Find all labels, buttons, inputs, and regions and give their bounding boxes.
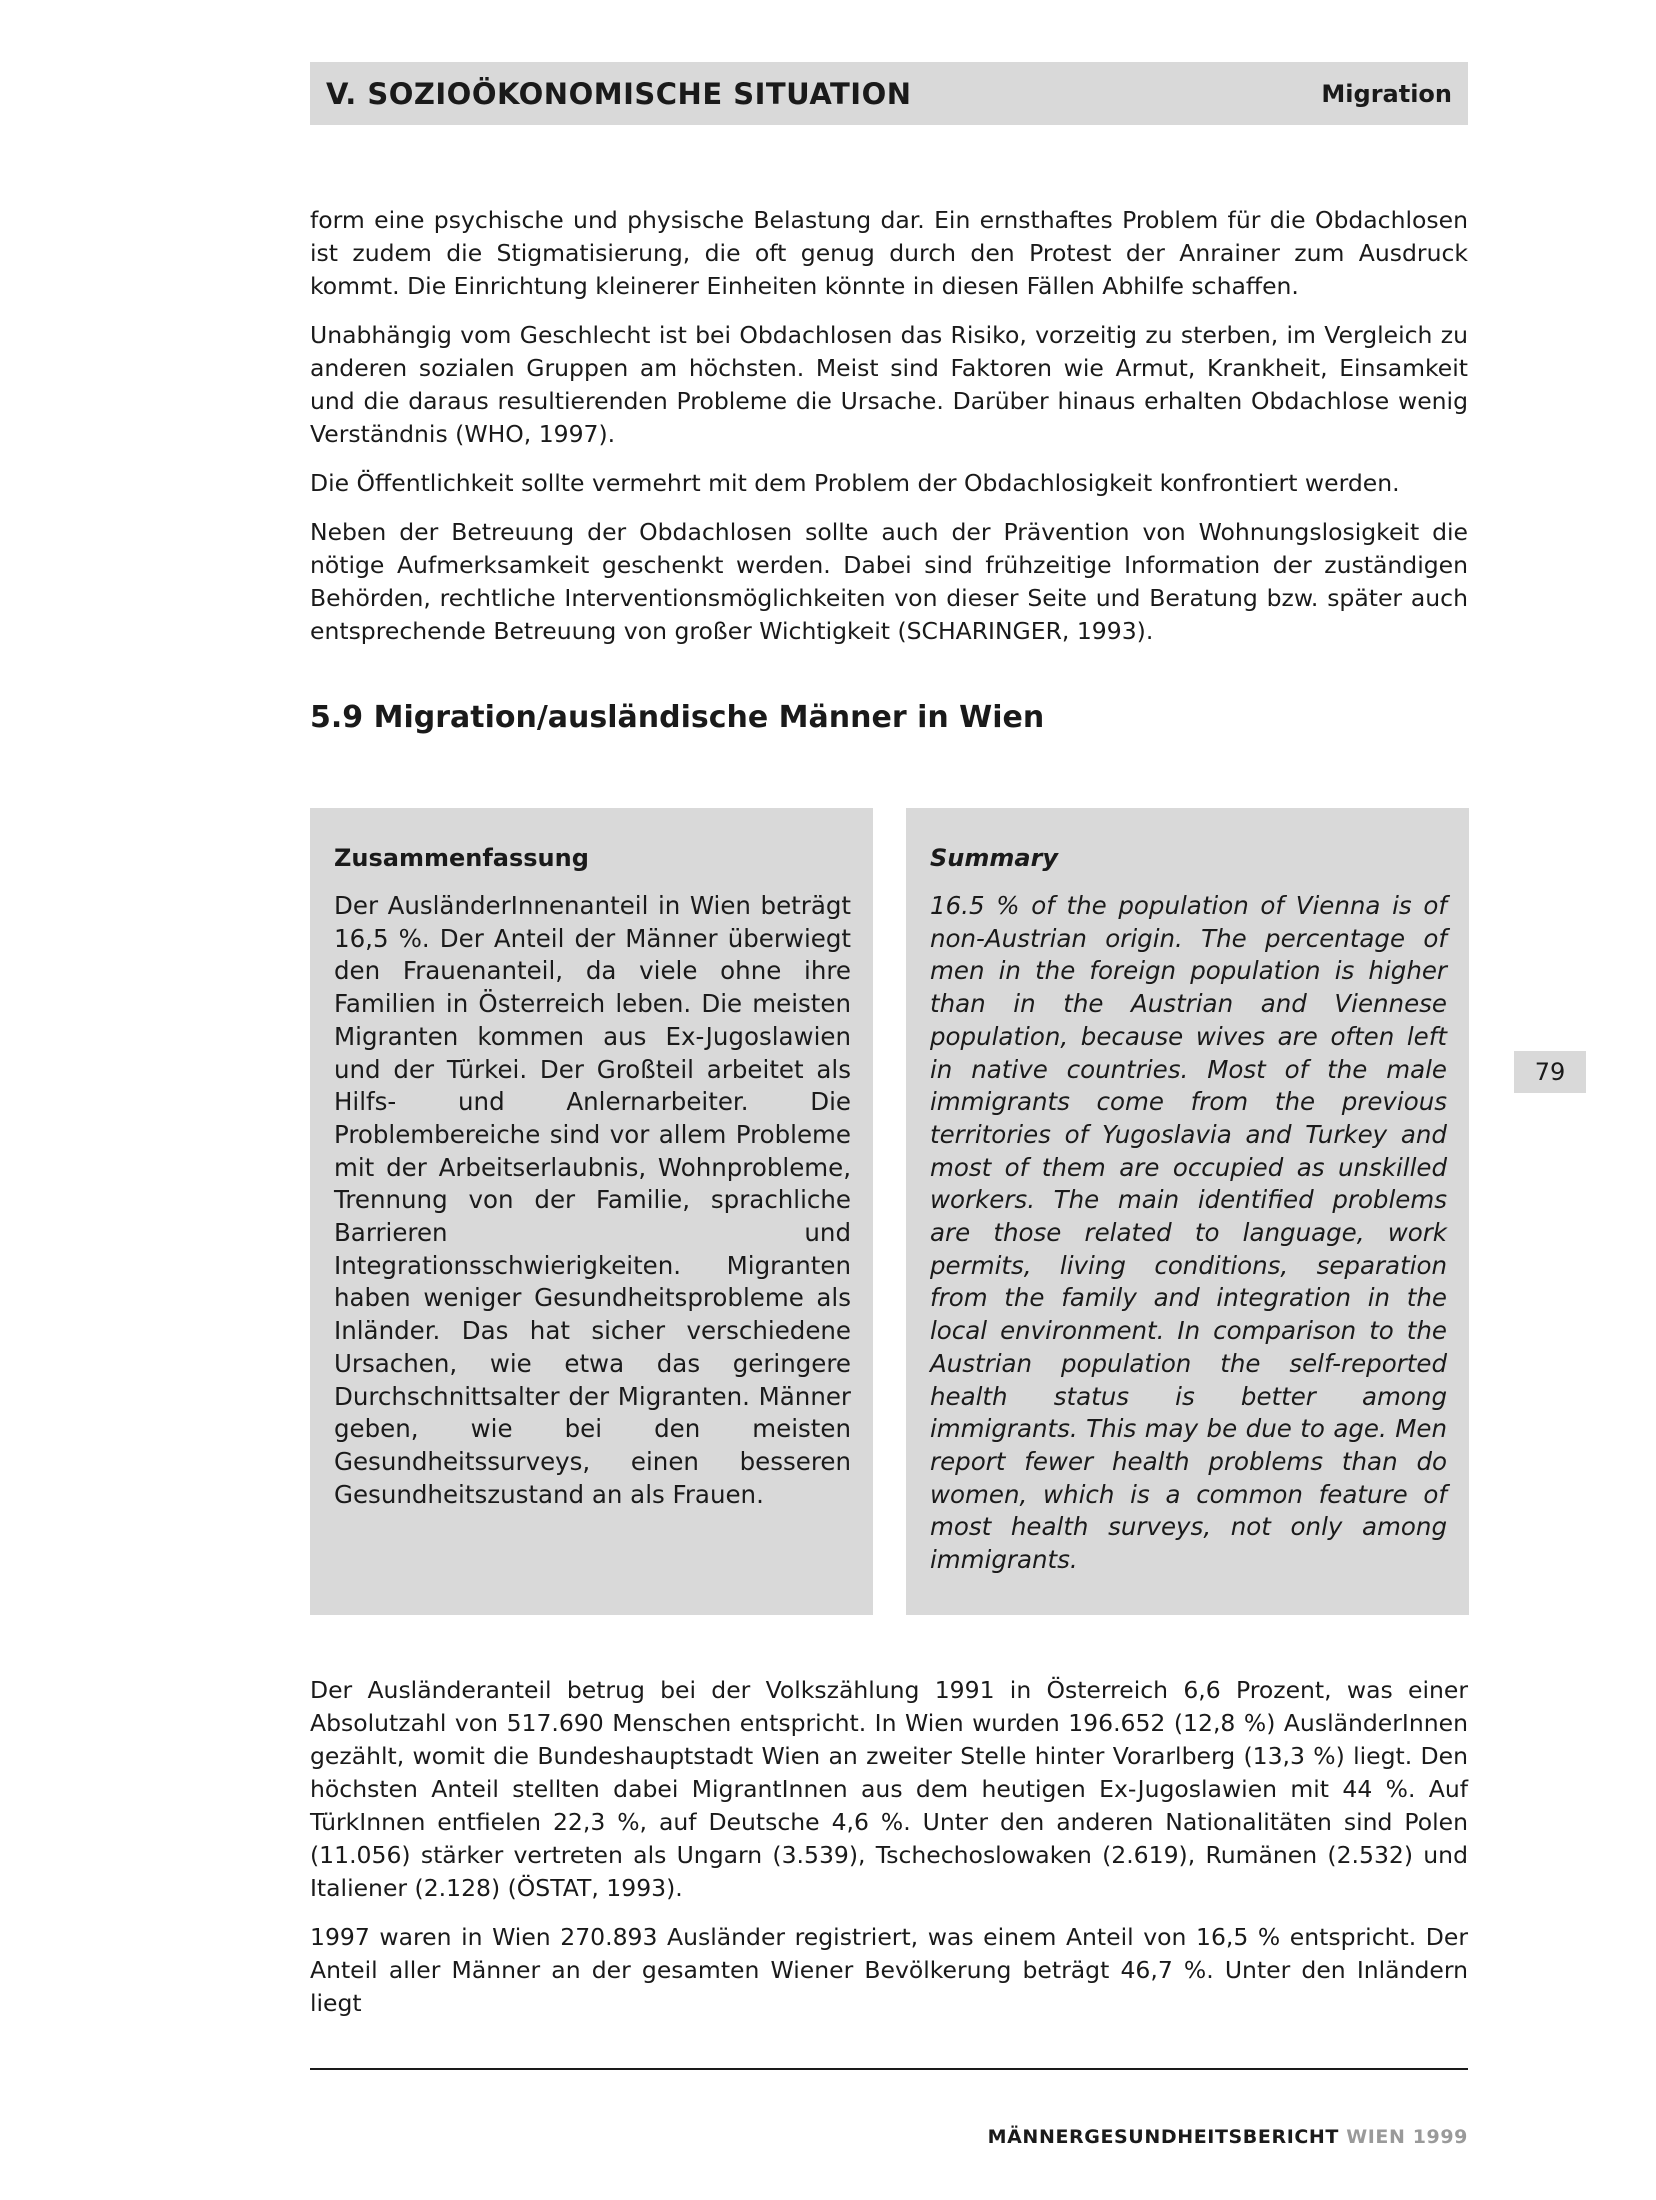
paragraph: Neben der Betreuung der Obdachlosen sollte auch der Prävention von Wohnungslosigkeit die nötige Aufmerksamkeit geschenkt werden. Dabei sind frühzeitige Information der zuständigen Behörden, rechtliche Interventionsmöglichkeiten von dieser Seite und Beratung bzw. später auch entsprechende Betreuung von großer Wichtigkeit (SCHARINGER, 1993).	[310, 518, 1468, 645]
paragraph: Der Ausländeranteil betrug bei der Volkszählung 1991 in Österreich 6,6 Prozent, was einer Absolutzahl von 517.690 Menschen entspricht. In Wien wurden 196.652 (12,8 %) AusländerInnen gezählt, womit die Bundeshauptstadt Wien an zweiter Stelle hinter Vorarlberg (13,3 %) liegt. Den höchsten Anteil stellten dabei MigrantInnen aus dem heutigen Ex-Jugoslawien mit 44 %. Auf TürkInnen entfielen 22,3 %, auf Deutsche 4,6 %. Unter den anderen Nationalitäten sind Polen (11.056) stärker vertreten als Ungarn (3.539), Tschechoslowaken (2.619), Rumänen (2.532) und Italiener (2.128) (ÖSTAT, 1993).	[310, 1676, 1468, 1902]
footer-title: MÄNNERGESUNDHEITSBERICHT	[987, 2126, 1339, 2148]
footer-city-year: WIEN 1999	[1346, 2126, 1468, 2148]
footer	[988, 2126, 1468, 2148]
summary-text: 16.5 % of the population of Vienna is of non-Austrian origin. The percentage of men in the foreign population is higher than in the Austrian and Viennese population, because wives are often left in native countries. Most of the male immigrants come from the previous territories of Yugoslavia and Turkey and most of them are occupied as unskilled workers. The main identified problems are those related to language, work permits, living conditions, separation from the family and integration in the local environment. In comparison to the Austrian population the self-reported health status is better among immigrants. This may be due to age. Men report fewer health problems than do women, which is a common feature of most health surveys, not only among immigrants.	[930, 891, 1447, 1575]
chapter-header	[310, 62, 1468, 125]
summary-title: Summary	[930, 844, 1059, 872]
footer-divider	[310, 2068, 1468, 2070]
paragraph: 1997 waren in Wien 270.893 Ausländer registriert, was einem Anteil von 16,5 % entspricht. Der Anteil aller Männer an der gesamten Wiener Bevölkerung beträgt 46,7 %. Unter den Inländern liegt	[310, 1923, 1468, 2017]
summary-box-english	[906, 808, 1469, 1615]
section-label: Migration	[1321, 79, 1452, 108]
section-heading: 5.9 Migration/ausländische Männer in Wien	[310, 700, 1045, 735]
summary-box-german	[310, 808, 873, 1615]
paragraph: Die Öffentlichkeit sollte vermehrt mit dem Problem der Obdachlosigkeit konfrontiert werden.	[310, 469, 1400, 497]
summary-text: Der AusländerInnenanteil in Wien beträgt 16,5 %. Der Anteil der Männer überwiegt den Frauenanteil, da viele ohne ihre Familien in Österreich leben. Die meisten Migranten kommen aus Ex-Jugoslawien und der Türkei. Der Großteil arbeitet als Hilfs- und Anlernarbeiter. Die Problembereiche sind vor allem Probleme mit der Arbeitserlaubnis, Wohnprobleme, Trennung von der Familie, sprachliche Barrieren und Integrationsschwierigkeiten. Migranten haben weniger Gesundheitsprobleme als Inländer. Das hat sicher verschiedene Ursachen, wie etwa das geringere Durchschnittsalter der Migranten. Männer geben, wie bei den meisten Gesundheitssurveys, einen besseren Gesundheitszustand an als Frauen.	[334, 891, 851, 1509]
chapter-title: V. SOZIOÖKONOMISCHE SITUATION	[326, 76, 912, 111]
paragraph: Unabhängig vom Geschlecht ist bei Obdachlosen das Risiko, vorzeitig zu sterben, im Vergleich zu anderen sozialen Gruppen am höchsten. Meist sind Faktoren wie Armut, Krankheit, Einsamkeit und die daraus resultierenden Probleme die Ursache. Darüber hinaus erhalten Obdachlose wenig Verständnis (WHO, 1997).	[310, 321, 1468, 448]
summary-title: Zusammenfassung	[334, 844, 589, 872]
main-text	[310, 1674, 1468, 2036]
paragraph: form eine psychische und physische Belastung dar. Ein ernsthaftes Problem für die Obdachlosen ist zudem die Stigmatisierung, die oft genug durch den Protest der Anrainer zum Ausdruck kommt. Die Einrichtung kleinerer Einheiten könnte in diesen Fällen Abhilfe schaffen.	[310, 206, 1468, 300]
intro-text	[310, 204, 1468, 664]
page-number: 79	[1514, 1051, 1586, 1093]
